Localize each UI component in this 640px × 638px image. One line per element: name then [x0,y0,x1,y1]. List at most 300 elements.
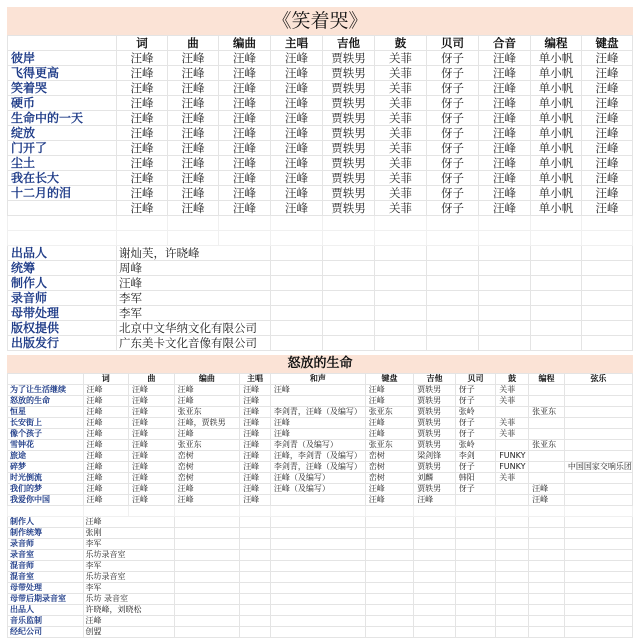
credit-cell [564,440,632,451]
blank-cell [271,306,323,321]
blank-cell [240,583,271,594]
credit-cell: 汪峰 [271,186,323,201]
song-title: 飞得更高 [8,66,117,81]
credit-cell: 汪峰 [83,462,129,473]
blank-cell [414,627,456,638]
credit-cell [455,495,495,506]
song-row [8,407,633,418]
blank-cell [117,216,168,231]
blank-cell [271,321,323,336]
credit-cell: 汪峰 [271,111,323,126]
column-header: 合音 [479,36,531,51]
song-title: 笑着哭 [8,81,117,96]
blank-cell [531,291,582,306]
song-row [8,451,633,462]
blank-cell [531,336,582,351]
blank-cell [117,231,168,246]
credit-cell: 关菲 [496,385,529,396]
credit-cell: 伢子 [427,66,479,81]
blank-cell [564,517,632,528]
song-row [8,473,633,484]
credit-cell: 汪峰 [270,385,365,396]
credit-cell: 贾轶男 [323,156,375,171]
credit-cell: 关菲 [375,186,427,201]
blank-cell [323,276,375,291]
blank-cell [564,528,632,539]
credit-cell: 贾轶男 [323,111,375,126]
credit-cell: 贾轶男 [414,462,456,473]
blank-cell [531,216,582,231]
blank-cell [427,216,479,231]
staff-name: 创盟 [83,627,174,638]
blank-cell [271,276,323,291]
blank-cell [496,594,529,605]
credit-cell: 汪峰 [271,141,323,156]
credit-cell: 伢子 [427,141,479,156]
credit-cell: 汪峰 [168,156,219,171]
blank-cell [479,261,531,276]
column-header: 弦乐 [564,374,632,385]
credit-cell: 汪峰 [271,81,323,96]
credit-cell: 关菲 [375,51,427,66]
credit-cell [529,418,565,429]
staff-row [8,261,633,276]
song-row [8,495,633,506]
blank-cell [564,550,632,561]
credit-cell: 关菲 [375,141,427,156]
credit-cell [270,495,365,506]
blank-cell [455,616,495,627]
staff-role: 录音室 [8,550,84,561]
blank-cell [270,572,365,583]
blank-cell [427,291,479,306]
song-title: 硬币 [8,96,117,111]
song-title: 十二月的泪 [8,186,117,201]
column-header: 键盘 [582,36,633,51]
staff-name: 乐坊 录音室 [83,594,174,605]
blank-cell [83,506,129,517]
song-title: 门开了 [8,141,117,156]
credit-cell: 关菲 [496,418,529,429]
credit-cell: 汪峰（及编写） [270,473,365,484]
credit-cell: 汪峰 [582,141,633,156]
blank-cell [582,246,633,261]
credit-cell: 李剑青，汪峰（及编写） [270,407,365,418]
credit-cell: 汪峰 [582,66,633,81]
staff-row [8,528,633,539]
credit-cell: 李剑 [455,451,495,462]
credit-cell: 汪峰 [219,171,271,186]
credit-cell: 伢子 [455,418,495,429]
column-header: 和声 [270,374,365,385]
blank-cell [529,572,565,583]
blank-cell [414,572,456,583]
credit-cell: 伢子 [455,396,495,407]
song-row [8,156,633,171]
credit-cell: 关菲 [375,126,427,141]
blank-cell [365,616,413,627]
credit-cell: 汪峰 [582,96,633,111]
credit-cell: 汪峰 [168,51,219,66]
song-title: 彼岸 [8,51,117,66]
credit-cell: 汪峰 [129,462,175,473]
blank-cell [479,216,531,231]
song-title: 怒放的生命 [8,396,84,407]
blank-cell [582,321,633,336]
blank-cell [323,231,375,246]
blank-cell [365,561,413,572]
blank-cell [270,561,365,572]
credit-cell: 贾轶男 [323,126,375,141]
credit-cell: 汪峰 [479,171,531,186]
credit-cell: 刘麟 [414,473,456,484]
staff-name: 李军 [83,583,174,594]
credit-cell: 汪峰 [479,66,531,81]
credit-cell: 汪峰 [271,96,323,111]
credit-cell [564,385,632,396]
blank-cell [174,616,240,627]
credit-cell: 关菲 [375,96,427,111]
credit-cell: 汪峰 [174,495,240,506]
blank-cell [531,321,582,336]
blank-cell [414,583,456,594]
blank-cell [427,306,479,321]
blank-cell [564,539,632,550]
blank-cell [582,231,633,246]
credit-cell [496,484,529,495]
credit-cell: 贾轶男 [323,201,375,216]
blank-cell [427,336,479,351]
song-title: 为了让生活继续 [8,385,84,396]
credit-cell: 汪峰 [83,429,129,440]
credit-cell: 汪峰 [479,201,531,216]
blank-cell [564,561,632,572]
blank-cell [414,550,456,561]
blank-cell [455,561,495,572]
credit-cell: 汪峰 [117,126,168,141]
staff-row [8,627,633,638]
credit-cell: 伢子 [427,51,479,66]
song-row [8,201,633,216]
credit-cell: 伢子 [427,96,479,111]
blank-cell [455,627,495,638]
credit-cell: 汪峰 [168,141,219,156]
credit-cell: 贾轶男 [414,418,456,429]
blank-cell [455,506,495,517]
credit-cell: 汪峰 [219,111,271,126]
staff-row [8,550,633,561]
credit-cell: 汪峰 [168,111,219,126]
blank-cell [564,605,632,616]
credit-cell: 汪峰（及编写） [270,484,365,495]
blank-cell [240,605,271,616]
blank-cell [414,528,456,539]
credit-cell: 伢子 [427,126,479,141]
credit-cell: 汪峰 [240,473,271,484]
credit-cell: 汪峰 [174,484,240,495]
blank-cell [8,231,117,246]
blank-cell [529,605,565,616]
column-header: 编曲 [174,374,240,385]
credit-cell: 汪峰 [129,385,175,396]
credit-cell: 单小帆 [531,186,582,201]
blank-cell [531,276,582,291]
credit-cell [270,396,365,407]
song-row [8,171,633,186]
credit-cell [564,451,632,462]
blank-cell [174,506,240,517]
credit-cell: 汪峰 [582,111,633,126]
credit-cell: 贾轶男 [414,407,456,418]
credit-cell: 单小帆 [531,126,582,141]
blank-cell [529,517,565,528]
credit-cell: 汪峰 [240,396,271,407]
credit-cell: 关菲 [375,66,427,81]
credit-cell: 汪峰 [129,495,175,506]
blank-cell [323,291,375,306]
song-row [8,462,633,473]
blank-cell [414,561,456,572]
credit-cell: 汪峰 [240,451,271,462]
blank-cell [365,605,413,616]
blank-cell [414,517,456,528]
column-header: 鼓 [496,374,529,385]
credit-cell: 单小帆 [531,96,582,111]
credit-cell: 汪峰 [270,429,365,440]
credit-cell: 汪峰 [83,451,129,462]
staff-role: 母带后期录音室 [8,594,84,605]
credit-cell: 汪峰 [174,396,240,407]
blank-cell [174,528,240,539]
blank-cell [271,216,323,231]
credit-cell: 汪峰 [240,429,271,440]
staff-role: 版权提供 [8,321,117,336]
credit-cell [564,429,632,440]
credit-cell: 贾轶男 [414,440,456,451]
credit-cell: 张岭 [455,407,495,418]
credit-cell: 韩阳 [455,473,495,484]
blank-cell [414,605,456,616]
credit-cell: 贾轶男 [414,429,456,440]
staff-name: 北京中文华纳文化有限公司 [117,321,271,336]
credit-cell: 汪峰 [219,81,271,96]
song-title: 尘土 [8,156,117,171]
credit-cell: 峦树 [365,451,413,462]
credit-cell: 汪峰 [129,418,175,429]
credit-cell: 单小帆 [531,141,582,156]
blank-cell [455,605,495,616]
staff-name: 汪峰 [117,276,271,291]
credit-cell: 汪峰 [582,156,633,171]
credit-cell: 汪峰 [271,51,323,66]
credit-cell [564,495,632,506]
blank-cell [564,506,632,517]
column-header: 编程 [531,36,582,51]
blank-cell [271,261,323,276]
credit-cell: 汪峰 [479,111,531,126]
blank-cell [323,336,375,351]
blank-cell [174,627,240,638]
blank-cell [529,550,565,561]
blank-cell [270,517,365,528]
blank-cell [240,561,271,572]
column-header: 词 [83,374,129,385]
staff-name: 汪峰 [83,517,174,528]
blank-cell [479,336,531,351]
blank-cell [365,539,413,550]
song-title: 碎梦 [8,462,84,473]
blank-cell [582,276,633,291]
song-row [8,396,633,407]
credit-cell: 汪峰 [117,66,168,81]
credit-cell: 汪峰 [219,51,271,66]
blank-cell [270,627,365,638]
credit-cell: 伢子 [427,186,479,201]
credit-cell: 伢子 [427,81,479,96]
staff-role: 母带处理 [8,306,117,321]
blank-cell [271,336,323,351]
blank-cell [582,306,633,321]
credit-cell: 贾轶男 [323,81,375,96]
blank-cell [375,291,427,306]
staff-name: 汪峰 [83,616,174,627]
blank-cell [219,216,271,231]
credit-cell: 汪峰 [479,141,531,156]
column-header: 词 [117,36,168,51]
credit-cell: 峦树 [365,473,413,484]
song-title: 我们的梦 [8,484,84,495]
staff-row [8,276,633,291]
blank-cell [496,561,529,572]
credit-cell: 汪峰 [117,186,168,201]
credit-cell: 汪峰 [219,66,271,81]
credit-cell: 关菲 [496,429,529,440]
blank-cell [240,506,271,517]
album-table-2 [7,373,633,638]
staff-role: 出版发行 [8,336,117,351]
staff-role: 统筹 [8,261,117,276]
staff-role: 制作人 [8,276,117,291]
blank-cell [174,550,240,561]
credit-cell: 贾轶男 [323,66,375,81]
blank-cell [529,539,565,550]
credit-cell [529,385,565,396]
column-header: 编曲 [219,36,271,51]
album-title-1: 《笑着哭》 [7,7,633,35]
credit-cell [529,462,565,473]
blank-cell [455,528,495,539]
column-header: 曲 [129,374,175,385]
blank-cell [455,594,495,605]
song-title: 长安街上 [8,418,84,429]
credit-cell [496,440,529,451]
credit-cell: 汪峰 [529,495,565,506]
blank-cell [323,246,375,261]
credit-cell: 汪峰 [168,81,219,96]
blank-cell [414,594,456,605]
credit-cell: 伢子 [455,429,495,440]
blank-cell [496,550,529,561]
credit-cell: 汪峰 [240,418,271,429]
credit-cell: 贾轶男 [323,141,375,156]
blank-cell [564,627,632,638]
song-row [8,141,633,156]
staff-name: 乐坊录音室 [83,572,174,583]
credit-cell: 单小帆 [531,201,582,216]
blank-cell [129,506,175,517]
credit-cell [496,407,529,418]
blank-cell [174,517,240,528]
credit-cell [529,429,565,440]
blank-cell [270,506,365,517]
credit-cell: 汪峰 [365,495,413,506]
credit-cell: 贾轶男 [323,186,375,201]
credit-cell: 汪峰 [83,440,129,451]
credit-cell: 关菲 [496,473,529,484]
blank-cell [564,594,632,605]
credit-cell: 关菲 [375,81,427,96]
credit-cell [564,418,632,429]
staff-name: 张刚 [83,528,174,539]
staff-row [8,291,633,306]
credit-cell: 汪峰 [83,473,129,484]
blank-cell [8,506,84,517]
credit-cell: 汪峰 [219,186,271,201]
credit-cell: 关菲 [375,156,427,171]
credit-cell: FUNKY [496,462,529,473]
blank-cell [365,594,413,605]
header-row [8,36,633,51]
credit-cell: 贾轶男 [414,385,456,396]
credit-cell: 伢子 [427,171,479,186]
blank-cell [365,517,413,528]
song-row [8,51,633,66]
album-table-1 [7,35,633,351]
credit-cell: 单小帆 [531,51,582,66]
blank-cell [240,528,271,539]
credit-cell: 汪峰 [129,407,175,418]
staff-row [8,306,633,321]
credit-cell: 汪峰 [129,451,175,462]
staff-name: 谢灿芙，许晓峰 [117,246,271,261]
credit-cell: FUNKY [496,451,529,462]
header-row [8,374,633,385]
credit-cell: 关菲 [375,171,427,186]
blank-cell [375,276,427,291]
credit-cell: 汪峰 [117,51,168,66]
blank-cell [174,594,240,605]
blank-cell [455,572,495,583]
blank-cell [582,291,633,306]
blank-cell [496,528,529,539]
blank-cell [174,583,240,594]
song-title: 恒星 [8,407,84,418]
staff-role: 混音室 [8,572,84,583]
credit-cell: 伢子 [427,111,479,126]
credit-cell: 汪峰 [582,201,633,216]
blank-cell [455,517,495,528]
album-title-2: 怒放的生命 [7,355,633,373]
credit-cell: 汪峰 [174,385,240,396]
song-row [8,66,633,81]
credit-cell: 汪峰 [240,495,271,506]
blank-cell [479,246,531,261]
blank-cell [323,321,375,336]
staff-row [8,616,633,627]
blank-cell [174,605,240,616]
blank-cell [240,550,271,561]
blank-cell [240,616,271,627]
